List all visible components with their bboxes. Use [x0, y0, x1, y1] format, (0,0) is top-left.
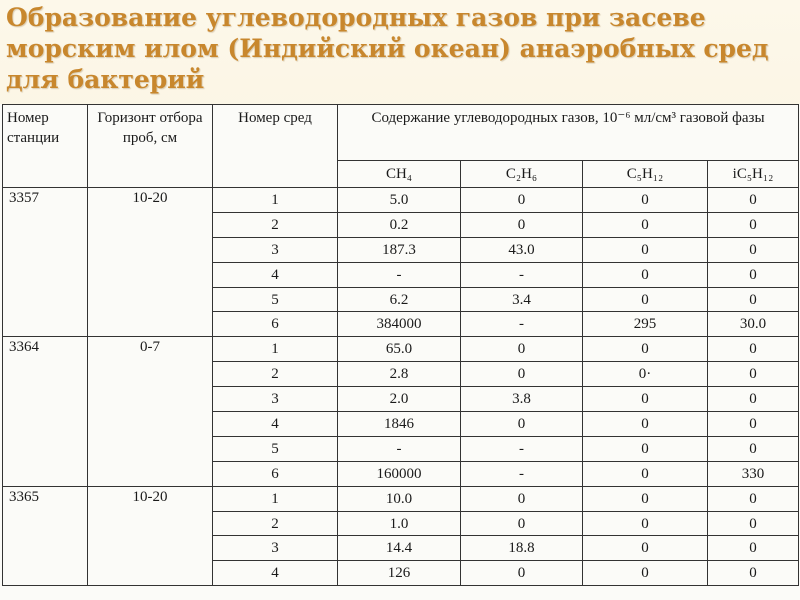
- header-gas-content: Содержание углеводородных газов, 10⁻⁶ мл/см³ газовой фазы: [338, 105, 799, 161]
- medium-number: 6: [213, 312, 338, 337]
- ic5h12-value: 0: [708, 412, 799, 437]
- ch4-value: 1846: [338, 412, 461, 437]
- medium-number: 4: [213, 561, 338, 586]
- medium-number: 2: [213, 362, 338, 387]
- ic5h12-value: 0: [708, 561, 799, 586]
- ic5h12-value: 0: [708, 337, 799, 362]
- ic5h12-value: 0: [708, 536, 799, 561]
- c2h6-value: 0: [461, 337, 583, 362]
- ic5h12-value: 0: [708, 486, 799, 511]
- c2h6-value: 0: [461, 486, 583, 511]
- ch4-value: -: [338, 436, 461, 461]
- header-ic5h12: iC₅H₁₂: [708, 161, 799, 188]
- c5h12-value: 0: [583, 387, 708, 412]
- station-number: 3357: [3, 188, 88, 337]
- header-station: Номер станции: [3, 105, 88, 188]
- c5h12-value: 0: [583, 212, 708, 237]
- ic5h12-value: 0: [708, 287, 799, 312]
- slide-title: Образование углеводородных газов при засеве морским илом (Индийский океан) анаэробных сред для бактерий: [6, 3, 769, 94]
- c2h6-value: -: [461, 461, 583, 486]
- ic5h12-value: 0: [708, 436, 799, 461]
- c2h6-value: 0: [461, 212, 583, 237]
- medium-number: 3: [213, 387, 338, 412]
- ic5h12-value: 0: [708, 237, 799, 262]
- c5h12-value: 0: [583, 461, 708, 486]
- c5h12-value: 295: [583, 312, 708, 337]
- c5h12-value: 0: [583, 262, 708, 287]
- ic5h12-value: 0: [708, 387, 799, 412]
- ch4-value: 6.2: [338, 287, 461, 312]
- c5h12-value: 0: [583, 287, 708, 312]
- ic5h12-value: 0: [708, 188, 799, 213]
- header-horizon: Горизонт отбора проб, см: [88, 105, 213, 188]
- medium-number: 1: [213, 486, 338, 511]
- c2h6-value: 0: [461, 188, 583, 213]
- c5h12-value: 0·: [583, 362, 708, 387]
- medium-number: 2: [213, 511, 338, 536]
- c2h6-value: 0: [461, 362, 583, 387]
- ch4-value: 160000: [338, 461, 461, 486]
- header-c5h12: C₅H₁₂: [583, 161, 708, 188]
- c2h6-value: 18.8: [461, 536, 583, 561]
- c5h12-value: 0: [583, 188, 708, 213]
- sampling-horizon: 0-7: [88, 337, 213, 486]
- medium-number: 1: [213, 188, 338, 213]
- ch4-value: 65.0: [338, 337, 461, 362]
- station-number: 3365: [3, 486, 88, 586]
- table-row: [3, 337, 799, 362]
- medium-number: 6: [213, 461, 338, 486]
- c2h6-value: -: [461, 312, 583, 337]
- medium-number: 4: [213, 412, 338, 437]
- medium-number: 3: [213, 237, 338, 262]
- ic5h12-value: 0: [708, 362, 799, 387]
- medium-number: 1: [213, 337, 338, 362]
- c5h12-value: 0: [583, 486, 708, 511]
- sampling-horizon: 10-20: [88, 486, 213, 586]
- table-row: [3, 188, 799, 213]
- c5h12-value: 0: [583, 536, 708, 561]
- ch4-value: 0.2: [338, 212, 461, 237]
- c5h12-value: 0: [583, 511, 708, 536]
- ch4-value: 10.0: [338, 486, 461, 511]
- ch4-value: 187.3: [338, 237, 461, 262]
- c2h6-value: 3.8: [461, 387, 583, 412]
- sampling-horizon: 10-20: [88, 188, 213, 337]
- header-medium: Номер сред: [213, 105, 338, 188]
- ch4-value: 126: [338, 561, 461, 586]
- ic5h12-value: 30.0: [708, 312, 799, 337]
- ic5h12-value: 330: [708, 461, 799, 486]
- medium-number: 2: [213, 212, 338, 237]
- table-row: [3, 486, 799, 511]
- header-ch4: CH₄: [338, 161, 461, 188]
- table-body: [3, 188, 799, 586]
- c5h12-value: 0: [583, 436, 708, 461]
- c2h6-value: 43.0: [461, 237, 583, 262]
- c2h6-value: 0: [461, 561, 583, 586]
- ic5h12-value: 0: [708, 511, 799, 536]
- gas-content-table: [2, 104, 799, 586]
- c2h6-value: 0: [461, 412, 583, 437]
- ch4-value: 2.0: [338, 387, 461, 412]
- ic5h12-value: 0: [708, 262, 799, 287]
- ch4-value: -: [338, 262, 461, 287]
- ch4-value: 5.0: [338, 188, 461, 213]
- medium-number: 4: [213, 262, 338, 287]
- data-table-container: [0, 104, 800, 600]
- ic5h12-value: 0: [708, 212, 799, 237]
- c2h6-value: 0: [461, 511, 583, 536]
- ch4-value: 14.4: [338, 536, 461, 561]
- c2h6-value: 3.4: [461, 287, 583, 312]
- c2h6-value: -: [461, 436, 583, 461]
- header-c2h6: C₂H₆: [461, 161, 583, 188]
- medium-number: 5: [213, 287, 338, 312]
- ch4-value: 1.0: [338, 511, 461, 536]
- ch4-value: 2.8: [338, 362, 461, 387]
- medium-number: 3: [213, 536, 338, 561]
- c5h12-value: 0: [583, 237, 708, 262]
- c5h12-value: 0: [583, 412, 708, 437]
- station-number: 3364: [3, 337, 88, 486]
- ch4-value: 384000: [338, 312, 461, 337]
- c5h12-value: 0: [583, 337, 708, 362]
- c2h6-value: -: [461, 262, 583, 287]
- c5h12-value: 0: [583, 561, 708, 586]
- medium-number: 5: [213, 436, 338, 461]
